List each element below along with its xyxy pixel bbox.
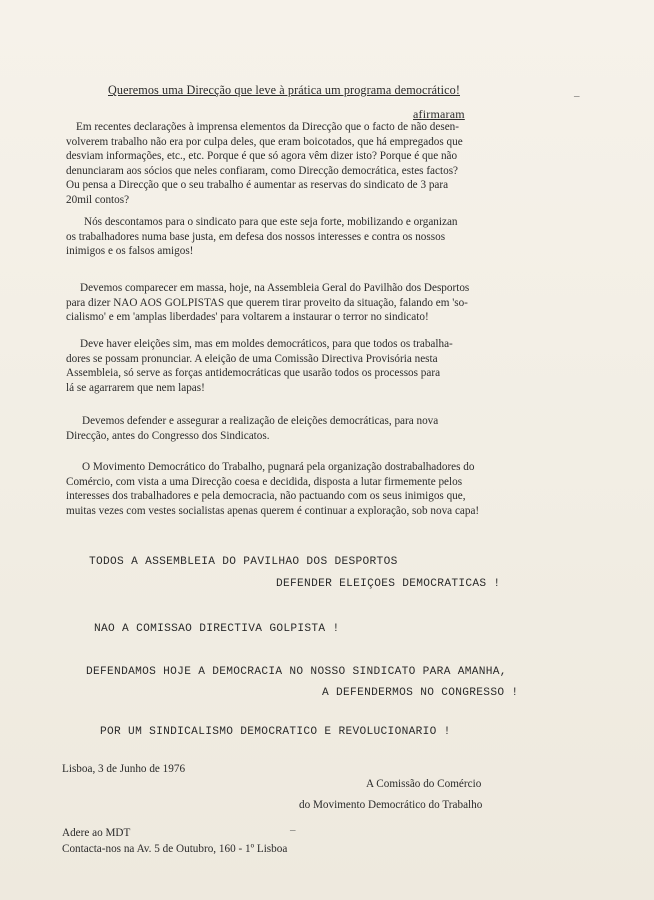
margin-mark: – bbox=[574, 90, 580, 102]
paragraph-line: os trabalhadores numa base justa, em defesa dos nossos interesses e contra os nossos bbox=[66, 230, 446, 243]
paragraph-2 bbox=[66, 215, 602, 259]
paragraph-line: Deve haver eleições sim, mas em moldes democráticos, para que todos os trabalha- bbox=[80, 338, 453, 350]
paragraph-line: dores se possam pronunciar. A eleição de uma Comissão Directiva Provisória nesta bbox=[66, 352, 438, 365]
paragraph-line: 20mil contos? bbox=[66, 193, 130, 206]
paragraph-line: interesses dos trabalhadores e pela democracia, não pactuando com os seus inimigos que, bbox=[66, 490, 466, 503]
paragraph-6 bbox=[66, 460, 602, 518]
handwritten-annotation: afirmaram bbox=[413, 107, 465, 121]
paragraph-4 bbox=[66, 337, 602, 395]
slogan-elections: DEFENDER ELEIÇOES DEMOCRATICAS ! bbox=[276, 578, 501, 590]
signature-line-2: do Movimento Democrático do Trabalho bbox=[299, 799, 483, 811]
slogan-assembly: TODOS A ASSEMBLEIA DO PAVILHAO DOS DESPORTOS bbox=[89, 556, 398, 568]
paragraph-3 bbox=[66, 281, 602, 325]
paragraph-line: lá se agarrarem que nem lapas! bbox=[66, 381, 205, 394]
paragraph-line: O Movimento Democrático do Trabalho, pugnará pela organização dostrabalhadores do bbox=[82, 461, 475, 473]
paragraph-1 bbox=[66, 120, 602, 208]
paragraph-line: denunciaram aos sócios que neles confiaram, como Direcção democrática, estes factos? bbox=[66, 164, 459, 177]
date-line: Lisboa, 3 de Junho de 1976 bbox=[62, 763, 186, 775]
paragraph-line: Nós descontamos para o sindicato para que este seja forte, mobilizando e organizan bbox=[84, 216, 458, 228]
paragraph-5 bbox=[66, 414, 602, 443]
slogan-congress: A DEFENDERMOS NO CONGRESSO ! bbox=[322, 687, 519, 699]
paragraph-line: volverem trabalho não era por culpa deles, que eram boicotados, que há empregados que bbox=[66, 135, 463, 148]
footer-join: Adere ao MDT bbox=[62, 827, 131, 839]
paragraph-line: inimigos e os falsos amigos! bbox=[66, 245, 194, 258]
paragraph-line: cialismo' e em 'amplas liberdades' para voltarem a instaurar o terror no sindicato! bbox=[66, 311, 429, 324]
paragraph-line: Assembleia, só serve as forças antidemocráticas que usarão todos os processos para bbox=[66, 367, 441, 380]
paragraph-line: Em recentes declarações à imprensa elementos da Direcção que o facto de não desen- bbox=[76, 121, 459, 133]
slogan-syndicalism: POR UM SINDICALISMO DEMOCRATICO E REVOLUCIONARIO ! bbox=[100, 726, 451, 738]
paragraph-line: desviam informações, etc., etc. Porque é que só agora vêm dizer isto? Porque é que não bbox=[66, 150, 458, 163]
document-title: Queremos uma Direcção que leve à prática um programa democrático! bbox=[108, 83, 460, 97]
signature-line-1: A Comissão do Comércio bbox=[366, 778, 482, 790]
paragraph-line: Devemos comparecer em massa, hoje, na Assembleia Geral do Pavilhão dos Desportos bbox=[80, 282, 470, 294]
paragraph-line: Devemos defender e assegurar a realização de eleições democráticas, para nova bbox=[82, 415, 439, 427]
paragraph-line: Comércio, com vista a uma Direcção coesa e decidida, disposta a lutar firmemente pelos bbox=[66, 475, 463, 488]
paragraph-line: Ou pensa a Direcção que o seu trabalho é aumentar as reservas do sindicato de 3 para bbox=[66, 179, 449, 192]
paragraph-line: para dizer NAO AOS GOLPISTAS que querem tirar proveito da situação, falando em 'so- bbox=[66, 296, 468, 309]
slogan-commission: NAO A COMISSAO DIRECTIVA GOLPISTA ! bbox=[94, 623, 340, 635]
footer-contact: Contacta-nos na Av. 5 de Outubro, 160 - 1º Lisboa bbox=[62, 843, 288, 855]
margin-mark: – bbox=[290, 824, 296, 836]
slogan-democracy: DEFENDAMOS HOJE A DEMOCRACIA NO NOSSO SINDICATO PARA AMANHA, bbox=[86, 666, 507, 678]
paragraph-line: muitas vezes com vestes socialistas apenas querem é continuar a exploração, sob nova capa! bbox=[66, 504, 480, 517]
paragraph-line: Direcção, antes do Congresso dos Sindicatos. bbox=[66, 429, 270, 442]
